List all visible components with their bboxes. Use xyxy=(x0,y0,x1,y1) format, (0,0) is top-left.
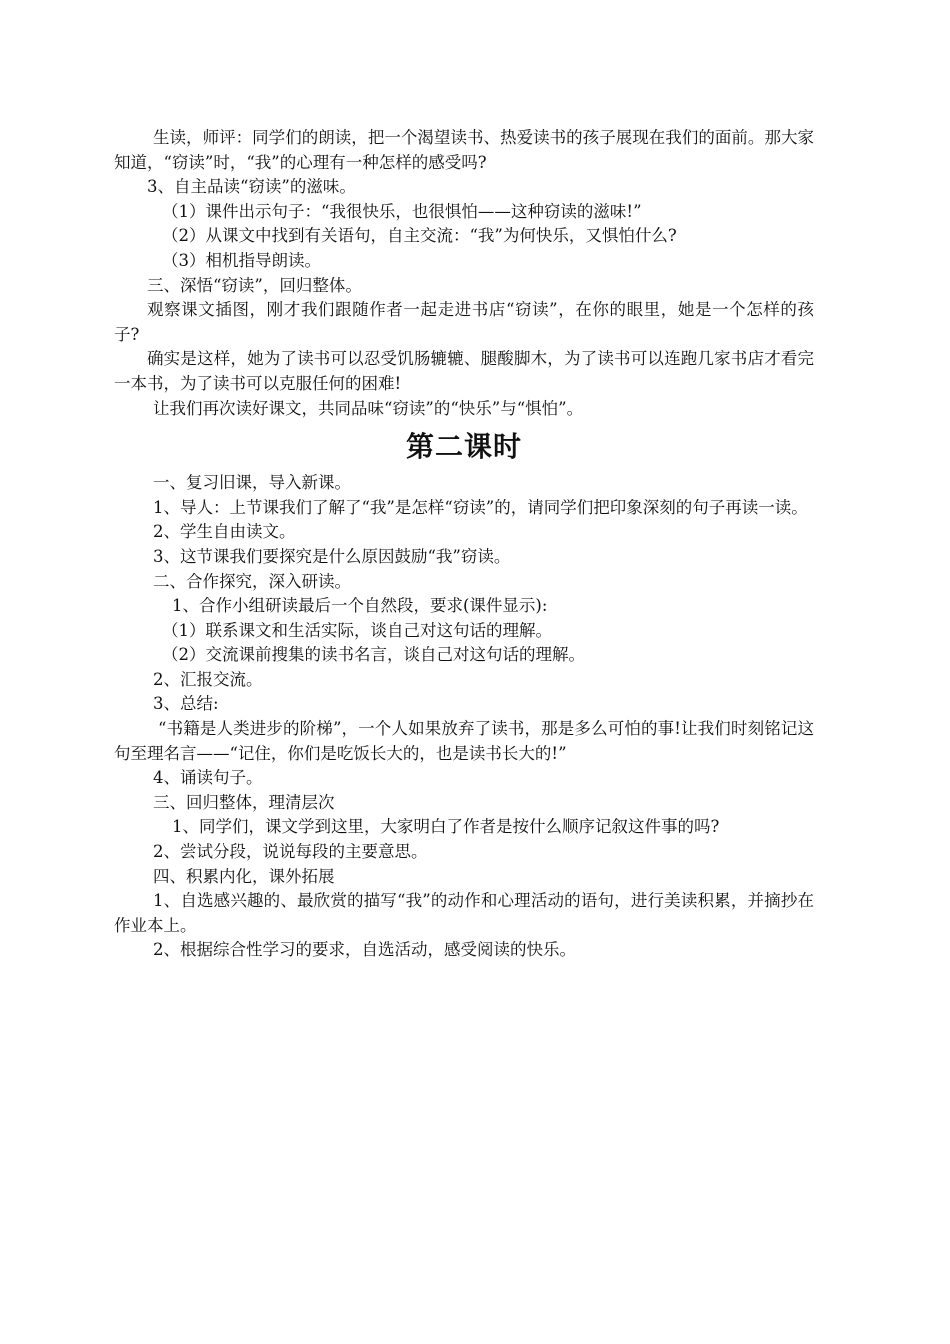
paragraph: 3、这节课我们要探究是什么原因鼓励“我”窃读。 xyxy=(153,546,511,566)
paragraph: （1）联系课文和生活实际，谈自己对这句话的理解。 xyxy=(162,620,552,640)
paragraph: 2、学生自由读文。 xyxy=(153,522,296,542)
paragraph: （1）课件出示句子：“我很快乐，也很惧怕——这种窃读的滋味!” xyxy=(162,201,642,221)
paragraph: 2、尝试分段，说说每段的主要意思。 xyxy=(153,842,428,862)
section-heading: 三、回归整体，理清层次 xyxy=(153,792,335,812)
paragraph: 1、导人：上节课我们了解了“我”是怎样“窃读”的，请同学们把印象深刻的句子再读一读。 xyxy=(153,497,808,517)
paragraph: 确实是这样，她为了读书可以忍受饥肠辘辘、腿酸脚木，为了读书可以连跑几家书店才看完一本书，为了读书可以克服任何的困难! xyxy=(114,349,814,393)
lesson-title: 第二课时 xyxy=(405,430,522,464)
paragraph: “书籍是人类进步的阶梯”，一个人如果放弃了读书，那是多么可怕的事!让我们时刻铭记这句至理名言——“记住，你们是吃饭长大的，也是读书长大的!” xyxy=(114,719,814,763)
section-heading: 四、积累内化，课外拓展 xyxy=(153,866,335,886)
paragraph: 1、同学们，课文学到这里，大家明白了作者是按什么顺序记叙这件事的吗? xyxy=(172,817,720,837)
document-body xyxy=(114,126,814,963)
section-heading: 二、合作探究，深入研读。 xyxy=(153,571,351,591)
paragraph: （2）交流课前搜集的读书名言，谈自己对这句话的理解。 xyxy=(162,645,585,665)
paragraph: 生读，师评：同学们的朗读，把一个渴望读书、热爱读书的孩子展现在我们的面前。那大家知道，“窃读”时，“我”的心理有一种怎样的感受吗? xyxy=(114,128,814,172)
section-heading: 三、深悟“窃读”，回归整体。 xyxy=(147,275,362,295)
paragraph: 3、自主品读“窃读”的滋味。 xyxy=(147,177,356,197)
paragraph: 3、总结: xyxy=(153,694,219,714)
paragraph: 1、自选感兴趣的、最欣赏的描写“我”的动作和心理活动的语句，进行美读积累，并摘抄在作业本上。 xyxy=(114,891,814,935)
section-heading: 一、复习旧课，导入新课。 xyxy=(153,473,351,493)
paragraph: 让我们再次读好课文，共同品味“窃读”的“快乐”与“惧怕”。 xyxy=(153,398,584,418)
paragraph: 观察课文插图，刚才我们跟随作者一起走进书店“窃读”，在你的眼里，她是一个怎样的孩子? xyxy=(114,300,814,344)
paragraph: 1、合作小组研读最后一个自然段，要求(课件显示): xyxy=(172,596,548,616)
paragraph: （3）相机指导朗读。 xyxy=(162,250,321,270)
paragraph: 2、汇报交流。 xyxy=(153,669,263,689)
paragraph: 4、诵读句子。 xyxy=(153,768,263,788)
paragraph: （2）从课文中找到有关语句，自主交流：“我”为何快乐，又惧怕什么? xyxy=(162,226,677,246)
paragraph: 2、根据综合性学习的要求，自选活动，感受阅读的快乐。 xyxy=(153,940,576,960)
